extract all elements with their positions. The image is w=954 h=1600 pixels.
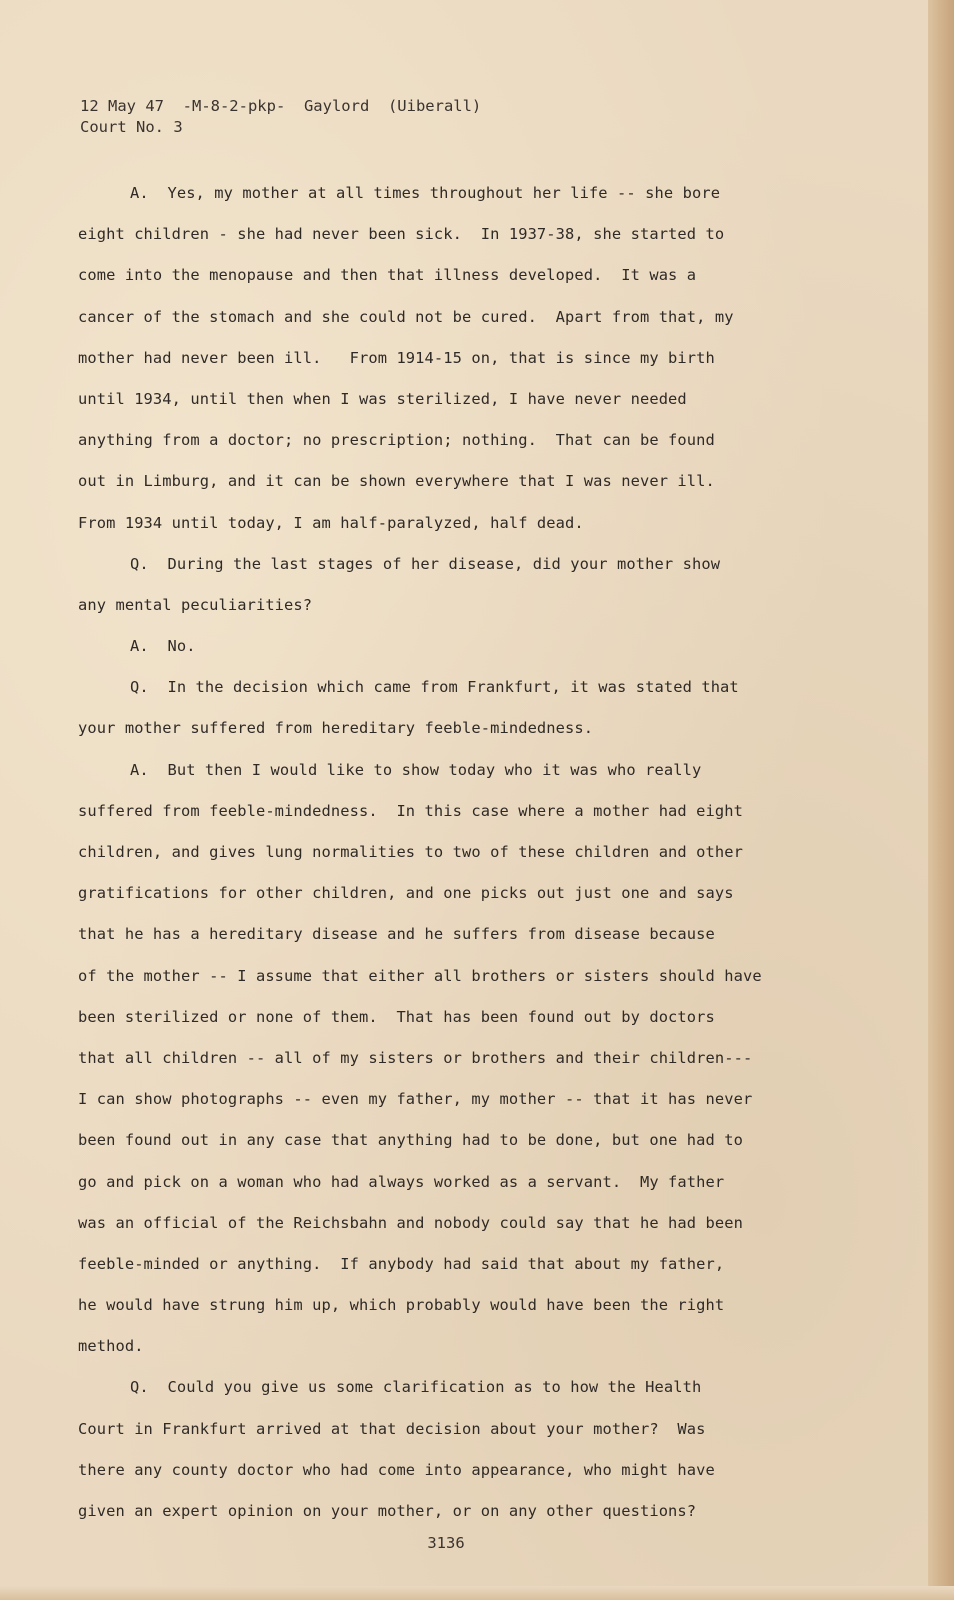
transcript-line: your mother suffered from hereditary feeble-mindedness. xyxy=(78,719,594,738)
transcript-line: A. But then I would like to show today who it was who really xyxy=(130,760,702,779)
transcript-line: been found out in any case that anything had to be done, but one had to xyxy=(78,1131,743,1150)
document-header xyxy=(80,96,481,138)
transcript-line: of the mother -- I assume that either all brothers or sisters should have xyxy=(78,966,762,985)
transcript-body xyxy=(78,173,838,1532)
transcript-line: given an expert opinion on your mother, or on any other questions? xyxy=(78,1502,697,1520)
transcript-line: Q. During the last stages of her disease, did your mother show xyxy=(130,554,721,573)
transcript-line: Q. Could you give us some clarification as to how the Health xyxy=(130,1378,702,1397)
transcript-line: suffered from feeble-mindedness. In this case where a mother had eight xyxy=(78,801,743,820)
transcript-line: cancer of the stomach and she could not be cured. Apart from that, my xyxy=(78,307,734,326)
transcript-line: was an official of the Reichsbahn and nobody could say that he had been xyxy=(78,1213,743,1232)
transcript-line: until 1934, until then when I was sterilized, I have never needed xyxy=(78,389,687,408)
transcript-line: anything from a doctor; no prescription; nothing. That can be found xyxy=(78,431,715,450)
transcript-line: there any county doctor who had come into appearance, who might have xyxy=(78,1460,715,1479)
transcript-line: Court in Frankfurt arrived at that decision about your mother? Was xyxy=(78,1419,706,1438)
transcript-line: come into the menopause and then that illness developed. It was a xyxy=(78,266,697,285)
transcript-line: that he has a hereditary disease and he suffers from disease because xyxy=(78,925,715,944)
transcript-line: mother had never been ill. From 1914-15 on, that is since my birth xyxy=(78,348,715,367)
paper-bottom-edge xyxy=(0,1586,954,1600)
transcript-line: feeble-minded or anything. If anybody had said that about my father, xyxy=(78,1254,725,1273)
header-court-line: Court No. 3 xyxy=(80,118,183,136)
paper-edge xyxy=(928,0,954,1600)
transcript-line: children, and gives lung normalities to two of these children and other xyxy=(78,843,743,861)
transcript-line: Q. In the decision which came from Frankfurt, it was stated that xyxy=(130,678,739,697)
transcript-line: out in Limburg, and it can be shown everywhere that I was never ill. xyxy=(78,472,715,491)
transcript-line: any mental peculiarities? xyxy=(78,595,313,614)
transcript-line: he would have strung him up, which probably would have been the right xyxy=(78,1296,725,1315)
page-number: 3136 xyxy=(427,1534,465,1552)
transcript-line: A. No. xyxy=(130,637,196,656)
transcript-line: A. Yes, my mother at all times throughout her life -- she bore xyxy=(130,184,721,202)
transcript-line: I can show photographs -- even my father, my mother -- that it has never xyxy=(78,1090,753,1109)
transcript-line: method. xyxy=(78,1337,144,1356)
transcript-line: go and pick on a woman who had always worked as a servant. My father xyxy=(78,1172,725,1191)
transcript-line: From 1934 until today, I am half-paralyzed, half dead. xyxy=(78,513,584,532)
transcript-line: gratifications for other children, and one picks out just one and says xyxy=(78,884,734,903)
transcript-line: that all children -- all of my sisters or brothers and their children--- xyxy=(78,1048,753,1067)
transcript-line: been sterilized or none of them. That has been found out by doctors xyxy=(78,1007,715,1026)
transcript-line: eight children - she had never been sick. In 1937-38, she started to xyxy=(78,225,725,244)
header-date-line: 12 May 47 -M-8-2-pkp- Gaylord (Uiberall) xyxy=(80,97,482,115)
